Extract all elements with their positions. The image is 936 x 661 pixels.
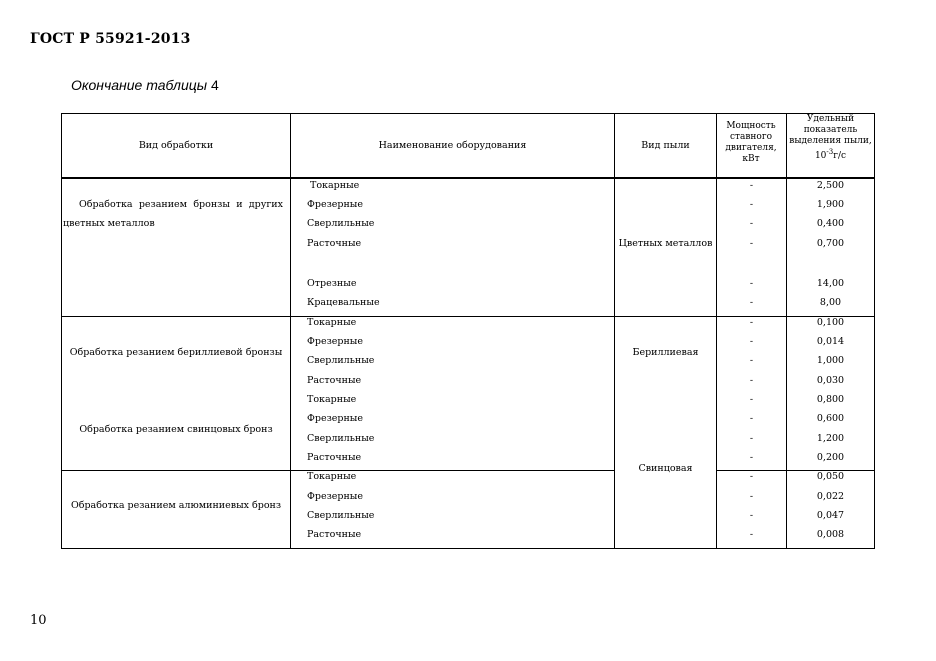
rate-cell: 0,030	[816, 375, 845, 386]
rate-cell: 0,800	[816, 394, 845, 405]
power-cell: -	[749, 180, 754, 191]
dust-type-cell: Цветных металлов	[618, 238, 713, 249]
table-caption	[71, 77, 219, 93]
power-cell: -	[749, 394, 754, 405]
equipment-cell: Расточные	[307, 452, 362, 463]
column-header-process: Вид обработки	[138, 139, 214, 151]
rate-cell: 8,00	[819, 297, 842, 308]
rate-cell: 1,200	[816, 433, 845, 444]
equipment-cell: Отрезные	[307, 278, 357, 289]
rate-cell: 0,014	[816, 336, 845, 347]
table-border-right	[874, 113, 875, 549]
equipment-cell: Крацевальные	[307, 297, 380, 308]
column-header-dust: Вид пыли	[641, 139, 690, 151]
power-cell: -	[749, 317, 754, 328]
equipment-cell: Токарные	[307, 394, 357, 405]
equipment-cell: Токарные	[307, 471, 357, 482]
rate-cell: 0,700	[816, 238, 845, 249]
power-cell: -	[749, 336, 754, 347]
rate-cell: 2,500	[816, 180, 845, 191]
power-cell: -	[749, 510, 754, 521]
rate-cell: 0,008	[816, 529, 845, 540]
rate-cell: 0,050	[816, 471, 845, 482]
power-cell: -	[749, 375, 754, 386]
power-cell: -	[749, 278, 754, 289]
standard-header: ГОСТ Р 55921-2013	[30, 31, 191, 47]
equipment-cell: Сверлильные	[307, 433, 375, 444]
process-cell: Обработка резанием свинцовых бронз	[79, 424, 273, 435]
dust-type-cell: Свинцовая	[638, 463, 693, 474]
table-header-divider	[61, 177, 875, 179]
rate-cell: 0,022	[816, 491, 845, 502]
column-divider-3	[716, 113, 717, 549]
power-cell: -	[749, 413, 754, 424]
equipment-cell: Фрезерные	[307, 491, 363, 502]
rate-cell: 14,00	[816, 278, 845, 289]
process-cell: Обработка резанием алюминиевых бронз	[70, 500, 282, 511]
column-header-power: Мощность ставного двигателя, кВт	[725, 121, 777, 164]
table-border-left	[61, 113, 62, 549]
equipment-cell: Фрезерные	[307, 336, 363, 347]
table-caption-number: 4	[210, 77, 219, 93]
power-cell: -	[749, 529, 754, 540]
rate-cell: 1,000	[816, 355, 845, 366]
rate-cell: 1,900	[816, 199, 845, 210]
equipment-cell: Токарные	[307, 317, 357, 328]
power-cell: -	[749, 199, 754, 210]
power-cell: -	[749, 491, 754, 502]
equipment-cell: Расточные	[307, 529, 362, 540]
power-cell: -	[749, 218, 754, 229]
column-header-rate: Удельный показатель выделения пыли, $10^{-3}г/с$	[789, 114, 872, 161]
equipment-cell: Сверлильные	[307, 218, 375, 229]
rate-cell: 0,100	[816, 317, 845, 328]
rate-cell: 0,200	[816, 452, 845, 463]
column-divider-4	[786, 113, 787, 549]
process-cell: Обработка резанием бронзы и других цветных металлов	[63, 199, 283, 229]
equipment-cell: Фрезерные	[307, 413, 363, 424]
power-cell: -	[749, 238, 754, 249]
equipment-cell: Токарные	[310, 180, 360, 191]
equipment-cell: Расточные	[307, 375, 362, 386]
equipment-cell: Сверлильные	[307, 355, 375, 366]
equipment-cell: Фрезерные	[307, 199, 363, 210]
table-border-bottom	[61, 548, 875, 549]
rate-cell: 0,600	[816, 413, 845, 424]
power-cell: -	[749, 297, 754, 308]
column-header-equipment: Наименование оборудования	[378, 139, 527, 151]
page-number: 10	[30, 613, 47, 628]
equipment-cell: Расточные	[307, 238, 362, 249]
column-divider-1	[290, 113, 291, 549]
process-cell: Обработка резанием бериллиевой бронзы	[69, 347, 283, 358]
dust-type-cell: Бериллиевая	[632, 347, 699, 358]
rate-cell: 0,047	[816, 510, 845, 521]
power-cell: -	[749, 452, 754, 463]
rate-cell: 0,400	[816, 218, 845, 229]
column-divider-2	[614, 113, 615, 549]
equipment-cell: Сверлильные	[307, 510, 375, 521]
power-cell: -	[749, 433, 754, 444]
power-cell: -	[749, 355, 754, 366]
table-caption-text: Окончание таблицы	[71, 77, 208, 93]
power-cell: -	[749, 471, 754, 482]
